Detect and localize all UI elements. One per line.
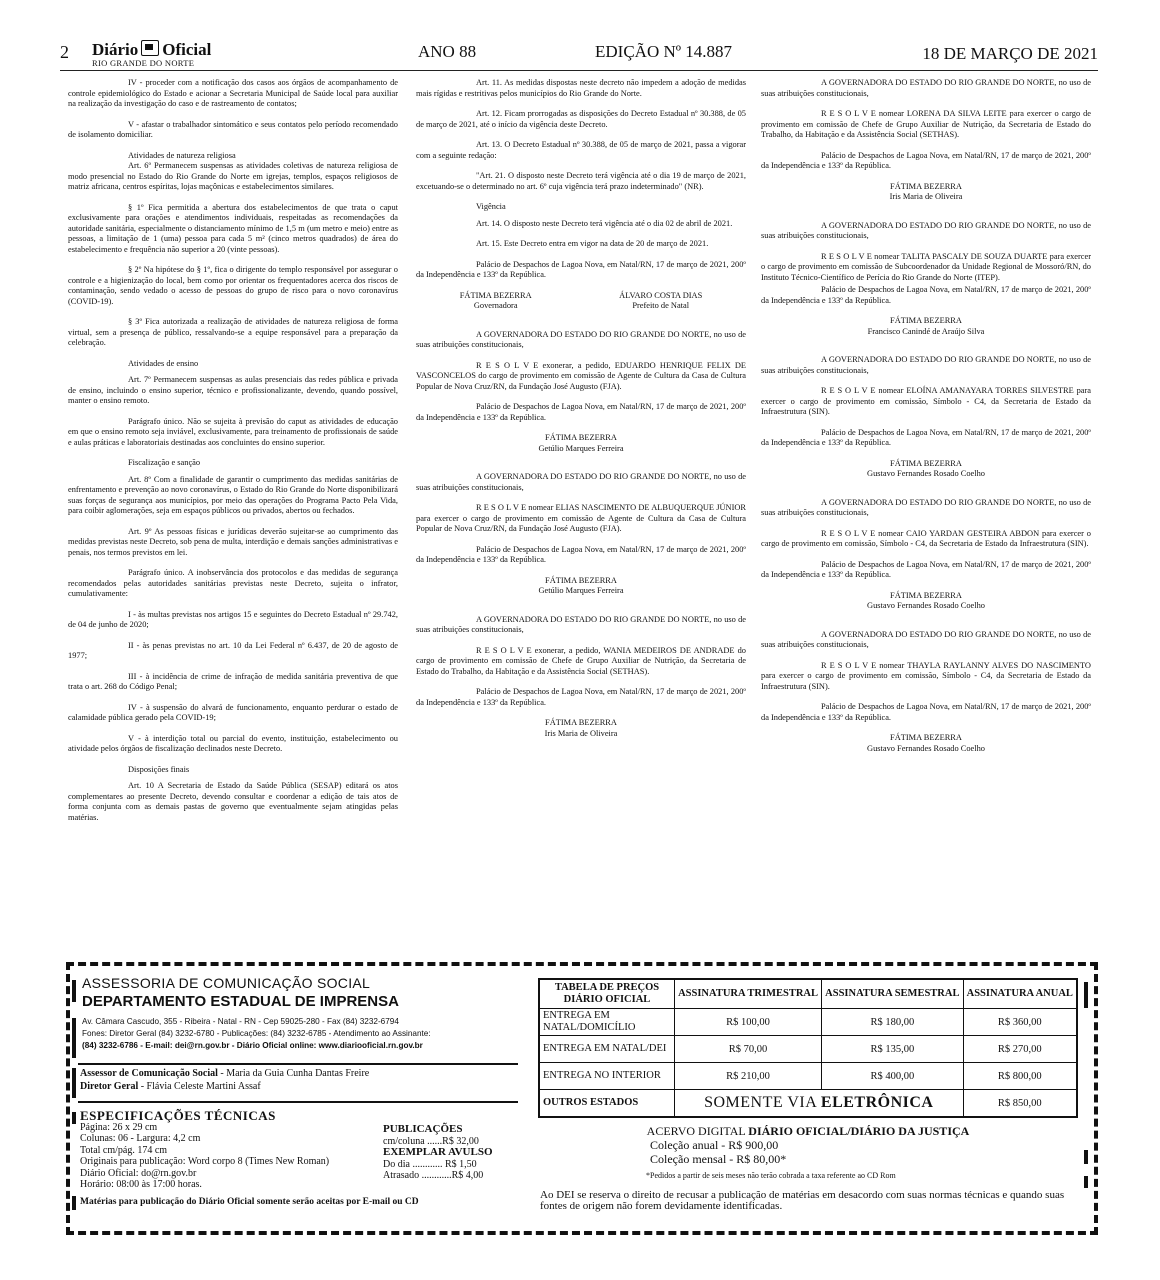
accent-bar — [72, 1068, 76, 1098]
accent-bar — [72, 980, 76, 1002]
coat-of-arms-icon — [141, 40, 159, 56]
staff-credits: Assessor de Comunicação Social - Maria da Guia Cunha Dantas Freire Diretor Geral - Flávia Celeste Martini Assaf — [80, 1068, 370, 1092]
table-header: ASSINATURA TRIMESTRAL — [675, 979, 822, 1009]
paragraph: Palácio de Despachos de Lagoa Nova, em Natal/RN, 17 de março de 2021, 200º da Independência e 133º da República. — [416, 259, 746, 279]
publication-state: RIO GRANDE DO NORTE — [92, 58, 195, 68]
paragraph: IV - à suspensão do alvará de funcionamento, enquanto perdurar o estado de calamidade pública gerado pela COVID-19; — [68, 702, 398, 722]
resolution: R E S O L V E nomear ELOÍNA AMANAYARA TORRES SILVESTRE para exercer o cargo de provimento em comissão, Símbolo - C4, da Secretaria de Estado da Infraestrutura (SIN). — [761, 386, 1091, 416]
ascom-title: ASSESSORIA DE COMUNICAÇÃO SOCIAL — [82, 975, 371, 991]
signature-block: FÁTIMA BEZERRA Gustavo Fernandes Rosado Coelho — [867, 733, 985, 753]
signature-block: FÁTIMA BEZERRA Getúlio Marques Ferreira — [538, 433, 624, 453]
signature-block: FÁTIMA BEZERRA Iris Maria de Oliveira — [889, 181, 963, 201]
paragraph: "Art. 21. O disposto neste Decreto terá vigência até o dia 19 de março de 2021, excetuando-se o determinado no art. 6º cuja vigência terá prazo indeterminado" (NR). — [416, 171, 746, 191]
department-info — [82, 975, 442, 1052]
submission-note: Matérias para publicação do Diário Oficial somente serão aceitas por E-mail ou CD — [80, 1197, 419, 1207]
dei-disclaimer: Ao DEI se reserva o direito de recusar a publicação de matérias em desacordo com suas normas técnicas e quando suas fontes de origem não forem devidamente identificadas. — [540, 1189, 1065, 1212]
paragraph: I - às multas previstas nos artigos 15 e seguintes do Decreto Estadual nº 29.742, de 04 de junho de 2020; — [68, 609, 398, 629]
governor-clause: A GOVERNADORA DO ESTADO DO RIO GRANDE DO NORTE, no uso de suas atribuições constitucionais, — [761, 629, 1091, 649]
digital-archive: ACERVO DIGITAL DIÁRIO OFICIAL/DIÁRIO DA JUSTIÇA Coleção anual - R$ 900,00 Coleção mensal - R$ 80,00* *Pedidos a partir de seis meses não terão cobrada a taxa referente ao CD Rom — [646, 1124, 970, 1180]
paragraph: Palácio de Despachos de Lagoa Nova, em Natal/RN, 17 de março de 2021, 200º da Independência e 133º da República. — [761, 285, 1091, 305]
column-1 — [68, 78, 398, 963]
paragraph: § 3º Fica autorizada a realização de atividades de natureza religiosa de forma virtual, sem a presença de público, ressalvando-se a equipe responsável para a preparação da celebração. — [68, 317, 398, 347]
issue-year: ANO 88 — [418, 42, 477, 61]
governor-clause: A GOVERNADORA DO ESTADO DO RIO GRANDE DO NORTE, no uso de suas atribuições constitucionais, — [761, 78, 1091, 98]
paragraph: Parágrafo único. Não se sujeita à previsão do caput as atividades de educação em que o ensino remoto seja inviável, exclusivamente, para treinamento de profissionais de saúde e aulas práticas e laboratoriais destinadas aos concluintes do ensino superior. — [68, 416, 398, 447]
resolution: R E S O L V E nomear CAIO YARDAN GESTEIRA ABDON para exercer o cargo de provimento em comissão, Símbolo - C4, da Secretaria de Estado da Infraestrutura (SIN). — [761, 528, 1091, 548]
table-row: ENTREGA EM NATAL/DOMICÍLIO R$ 100,00 R$ 180,00 R$ 360,00 — [539, 1009, 1077, 1036]
accent-bar — [72, 1112, 76, 1124]
governor-clause: A GOVERNADORA DO ESTADO DO RIO GRANDE DO NORTE, no uso de suas atribuições constitucionais, — [761, 355, 1091, 375]
publication-logo: Diário Oficial — [92, 40, 212, 59]
divider — [78, 1063, 518, 1065]
paragraph: Art. 8º Com a finalidade de garantir o cumprimento das medidas sanitárias de enfrentamento e prevenção ao novo coronavírus, o Estado do Rio Grande do Norte disponibilizará suas forças de segurança aos municípios, por meio das operações do Programa Pacto Pela Vida, para coibir aglomerações, seja em espaços públicos ou privados, abertos ou fechados. — [68, 474, 398, 515]
table-row: OUTROS ESTADOS SOMENTE VIA ELETRÔNICA R$ 850,00 — [539, 1090, 1077, 1118]
paragraph: V - afastar o trabalhador sintomático e seus contatos pelo período recomendado de isolamento domiciliar. — [68, 119, 398, 139]
governor-clause: A GOVERNADORA DO ESTADO DO RIO GRANDE DO NORTE, no uso de suas atribuições constitucionais, — [416, 614, 746, 634]
contact-info: Av. Câmara Cascudo, 355 - Ribeira - Natal - RN - Cep 59025-280 - Fax (84) 3232-6794 Fones: Diretor Geral (84) 3232-6780 - Publicações: (84) 3232-6785 - Atendimento ao Assinante: (84) 3232-6786 - E-mail: dei@rn.gov.br - Diário Oficial online: www.diariooficial.rn.gov.br — [82, 1017, 431, 1050]
paragraph: Art. 6º Permanecem suspensas as atividades coletivas de natureza religiosa de modo presencial no Estado do Rio Grande do Norte em igrejas, templos, espaços religiosos de matriz africana, centros espíritas, lojas maçônicas e estabelecimentos similares. — [68, 161, 398, 191]
column-2 — [416, 78, 746, 963]
paragraph: Art. 11. As medidas dispostas neste decreto não impedem a adoção de medidas mais rígidas e restritivas pelos municípios do Rio Grande do Norte. — [416, 78, 746, 98]
signatory-name: FÁTIMA BEZERRA — [459, 290, 532, 300]
resolution: R E S O L V E nomear LORENA DA SILVA LEITE para exercer o cargo de provimento em comissão de Chefe de Grupo Auxiliar de Nutrição, da Secretaria de Estado do Trabalho, da Habitação e da Assistência Social (SETHAS). — [761, 109, 1091, 139]
table-header: TABELA DE PREÇOS DIÁRIO OFICIAL — [539, 979, 675, 1009]
paragraph: § 2º Na hipótese do § 1º, fica o dirigente do templo responsável por assegurar o controle e a higienização do local, bem como por orientar os frequentadores acerca dos riscos de contaminação, sendo vedado o acesso de pessoas do grupo de risco para o novo coronavírus (COVID-19). — [68, 265, 398, 306]
paragraph: Art. 13. O Decreto Estadual nº 30.388, de 05 de março de 2021, passa a vigorar com a seguinte redação: — [416, 140, 746, 160]
issue-date: 18 DE MARÇO DE 2021 — [922, 44, 1098, 63]
paragraph: Parágrafo único. A inobservância dos protocolos e das medidas de segurança recomendados pelas autoridades sanitárias previstas neste Decreto, sujeita o infrator, cumulativamente: — [68, 568, 398, 598]
section-heading: Vigência — [476, 202, 506, 211]
table-row: ENTREGA NO INTERIOR R$ 210,00 R$ 400,00 R$ 800,00 — [539, 1063, 1077, 1090]
divider — [78, 1101, 518, 1103]
issue-number: EDIÇÃO Nº 14.887 — [595, 42, 733, 61]
signature-block: FÁTIMA BEZERRA Iris Maria de Oliveira — [544, 718, 618, 738]
paragraph: III - à incidência de crime de infração de medida sanitária preventiva de que trata o art. 268 do Código Penal; — [68, 671, 398, 691]
column-3 — [761, 78, 1091, 963]
table-header: ASSINATURA SEMESTRAL — [822, 979, 963, 1009]
paragraph: Art. 9º As pessoas físicas e jurídicas deverão sujeitar-se ao cumprimento das medidas previstas neste Decreto, sob pena de multa, interdição e demais sanções administrativas e penais, nos termos previstos em lei. — [68, 526, 398, 557]
governor-clause: A GOVERNADORA DO ESTADO DO RIO GRANDE DO NORTE, no uso de suas atribuições constitucionais, — [761, 497, 1091, 517]
paragraph: IV - proceder com a notificação dos casos aos órgãos de acompanhamento de controle epidemiológico do Estado e acionar a Secretaria Municipal de Saúde local para auxiliar na realização da investigação do caso e de rastreamento de contatos; — [68, 78, 398, 108]
paragraph: Art. 7º Permanecem suspensas as aulas presenciais das redes pública e privada de ensino, incluindo o ensino superior, técnico e profissionalizante, devendo, quando possível, manter o ensino remoto. — [68, 375, 398, 405]
section-heading: Disposições finais — [128, 764, 190, 774]
masthead — [60, 40, 1098, 71]
paragraph: Palácio de Despachos de Lagoa Nova, em Natal/RN, 17 de março de 2021, 200º da Independência e 133º da República. — [761, 150, 1091, 170]
paragraph: Palácio de Despachos de Lagoa Nova, em Natal/RN, 17 de março de 2021, 200º da Independência e 133º da República. — [761, 427, 1091, 447]
signature-block — [416, 291, 746, 312]
section-heading: Atividades de ensino — [128, 358, 199, 368]
paragraph: V - à interdição total ou parcial do evento, instituição, estabelecimento ou atividade pelos órgãos de fiscalização declinados neste Decreto. — [68, 733, 398, 753]
accent-bar — [72, 1018, 76, 1058]
price-table — [538, 978, 1078, 1118]
technical-specs: ESPECIFICAÇÕES TÉCNICAS Página: 26 x 29 cm Colunas: 06 - Largura: 4,2 cm Total cm/pág. 174 cm Originais para publicação: Word corpo 8 (Times New Roman) Diário Oficial: do@rn.gov.br Horário: 08:00 às 17:00 horas. — [80, 1108, 330, 1190]
accent-bar — [72, 1196, 76, 1210]
signature-block: FÁTIMA BEZERRA Gustavo Fernandes Rosado Coelho — [867, 590, 985, 610]
signature-block: FÁTIMA BEZERRA Gustavo Fernandes Rosado Coelho — [867, 458, 985, 478]
resolution: R E S O L V E exonerar, a pedido, WANIA MEDEIROS DE ANDRADE do cargo de provimento em comissão de Chefe de Grupo Auxiliar de Nutrição, da Secretaria de Estado do Trabalho, da Habitação e da Assistência Social (SETHAS). — [416, 645, 746, 676]
governor-clause: A GOVERNADORA DO ESTADO DO RIO GRANDE DO NORTE, no uso de suas atribuições constitucionais, — [416, 329, 746, 349]
signature-block: FÁTIMA BEZERRA Getúlio Marques Ferreira — [538, 575, 624, 595]
paragraph: Palácio de Despachos de Lagoa Nova, em Natal/RN, 17 de março de 2021, 200º da Independência e 133º da República. — [761, 702, 1091, 722]
paragraph: Palácio de Despachos de Lagoa Nova, em Natal/RN, 17 de março de 2021, 200º da Independência e 133º da República. — [416, 402, 746, 422]
signatory-name: ÁLVARO COSTA DIAS — [619, 290, 703, 300]
signature-block: FÁTIMA BEZERRA Francisco Canindé de Araújo Silva — [867, 316, 985, 336]
paragraph: Art. 10 A Secretaria de Estado da Saúde Pública (SESAP) editará os atos complementares ao presente Decreto, devendo consultar e coordenar a edição de tais atos de forma conjunta com as demais pastas de governo que eventualmente sejam atingidas pelas matérias. — [68, 781, 398, 822]
signatory-title: Prefeito de Natal — [632, 301, 690, 310]
governor-clause: A GOVERNADORA DO ESTADO DO RIO GRANDE DO NORTE, no uso de suas atribuições constitucionais, — [416, 472, 746, 492]
paragraph: Art. 14. O disposto neste Decreto terá vigência até o dia 02 de abril de 2021. — [476, 218, 733, 228]
paragraph: Art. 12. Ficam prorrogadas as disposições do Decreto Estadual nº 30.388, de 05 de março de 2021, até o início da vigência deste Decreto. — [416, 109, 746, 129]
accent-bar — [1084, 1176, 1088, 1188]
accent-bar — [1084, 982, 1088, 1008]
paragraph: Palácio de Despachos de Lagoa Nova, em Natal/RN, 17 de março de 2021, 200º da Independência e 133º da República. — [416, 687, 746, 707]
paragraph: Palácio de Despachos de Lagoa Nova, em Natal/RN, 17 de março de 2021, 200º da Independência e 133º da República. — [761, 559, 1091, 579]
resolution: R E S O L V E nomear ELIAS NASCIMENTO DE ALBUQUERQUE JÚNIOR para exercer o cargo de provimento em comissão de Agente de Cultura da Casa de Cultura Popular de Nova Cruz/RN, da Fundação José Augusto (FJA). — [416, 503, 746, 533]
governor-clause: A GOVERNADORA DO ESTADO DO RIO GRANDE DO NORTE, no uso de suas atribuições constitucionais, — [761, 220, 1091, 240]
section-heading: Atividades de natureza religiosa — [128, 150, 236, 160]
paragraph: § 1º Fica permitida a abertura dos estabelecimentos de que trata o caput exclusivamente para orações e atendimentos individuais, respeitadas as recomendações da autoridade sanitária, especialmente o distanciamento mínimo de 1,5 m (um metro e meio) entre as pessoas, a limitação de 1 (uma) pessoa para cada 5 m² (cinco metros quadrados) de área do estabelecimento e frequência não superior a 20 (vinte pessoas). — [68, 202, 398, 254]
publication-prices: PUBLICAÇÕES cm/coluna ......R$ 32,00 EXEMPLAR AVULSO Do dia ............ R$ 1,50 Atrasado ............R$ 4,00 — [383, 1123, 493, 1181]
specs-title: ESPECIFICAÇÕES TÉCNICAS — [80, 1108, 276, 1123]
section-heading: Fiscalização e sanção — [128, 458, 201, 467]
signatory-title: Governadora — [473, 301, 518, 310]
paragraph: II - às penas previstas no art. 10 da Lei Federal nº 6.437, de 20 de agosto de 1977; — [68, 640, 398, 660]
paragraph: Art. 15. Este Decreto entra em vigor na data de 20 de março de 2021. — [476, 239, 709, 248]
dept-title: DEPARTAMENTO ESTADUAL DE IMPRENSA — [82, 993, 399, 1010]
table-row: ENTREGA EM NATAL/DEI R$ 70,00 R$ 135,00 R$ 270,00 — [539, 1036, 1077, 1063]
paragraph: Palácio de Despachos de Lagoa Nova, em Natal/RN, 17 de março de 2021, 200º da Independência e 133º da República. — [416, 544, 746, 564]
resolution: R E S O L V E exonerar, a pedido, EDUARDO HENRIQUE FELIX DE VASCONCELOS do cargo de provimento em comissão de Agente de Cultura da Casa de Cultura Popular de Nova Cruz/RN, da Fundação José Augusto (FJA). — [416, 360, 746, 391]
accent-bar — [1084, 1150, 1088, 1164]
table-header: ASSINATURA ANUAL — [963, 979, 1077, 1009]
page-number: 2 — [60, 42, 69, 62]
resolution: R E S O L V E nomear TALITA PASCALY DE SOUZA DUARTE para exercer o cargo de provimento em comissão de Subcoordenador da Unidade Regional de Mossoró/RN, do Instituto Técnico-Científico de Perícia do Rio Grande do Norte (ITEP). — [761, 251, 1091, 282]
resolution: R E S O L V E nomear THAYLA RAYLANNY ALVES DO NASCIMENTO para exercer o cargo de provimento em comissão, Símbolo - C4, da Secretaria de Estado da Infraestrutura (SIN). — [761, 660, 1091, 691]
